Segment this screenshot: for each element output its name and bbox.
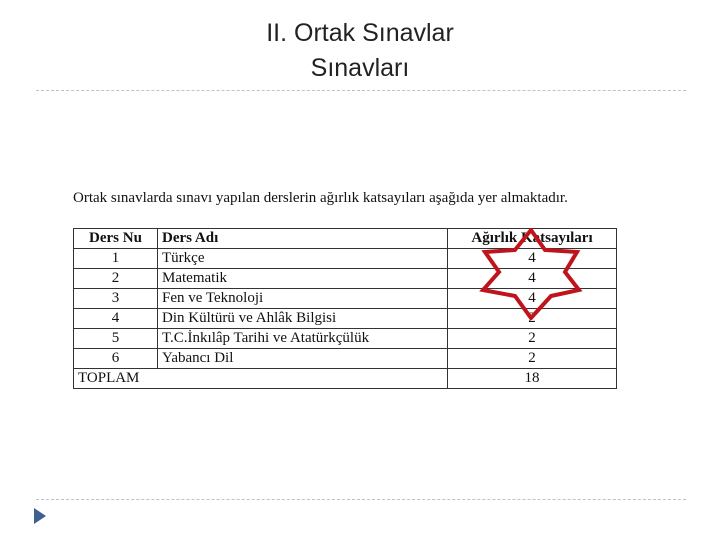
table-total-row — [74, 369, 617, 389]
cell-ders-adi: Yabancı Dil — [158, 349, 448, 369]
triangle-bullet-icon — [34, 508, 46, 524]
header-agirlik-katsayilari: Ağırlık Katsayıları — [448, 229, 617, 249]
cell-ders-nu: 6 — [74, 349, 158, 369]
header-ders-adi: Ders Adı — [158, 229, 448, 249]
cell-katsayi: 2 — [448, 329, 617, 349]
star-outline — [483, 230, 579, 318]
page-title-line-1: II. Ortak Sınavlar — [266, 19, 454, 47]
cell-ders-adi: Din Kültürü ve Ahlâk Bilgisi — [158, 309, 448, 329]
page-title — [0, 16, 720, 86]
cell-ders-nu: 1 — [74, 249, 158, 269]
cell-ders-nu: 2 — [74, 269, 158, 289]
bottom-divider — [36, 499, 686, 500]
star-icon — [478, 228, 584, 320]
cell-katsayi: 2 — [448, 349, 617, 369]
cell-ders-adi: Matematik — [158, 269, 448, 289]
cell-ders-nu: 3 — [74, 289, 158, 309]
cell-ders-adi: T.C.İnkılâp Tarihi ve Atatürkçülük — [158, 329, 448, 349]
cell-katsayi: 2 — [448, 309, 617, 329]
intro-text: Ortak sınavlarda sınavı yapılan derslerin ağırlık katsayıları aşağıda yer almaktadır. — [73, 190, 568, 206]
page-title-line-2: Sınavları — [310, 54, 410, 82]
cell-ders-nu: 4 — [74, 309, 158, 329]
cell-katsayi: 4 — [448, 289, 617, 309]
cell-ders-adi: Türkçe — [158, 249, 448, 269]
table-row — [74, 349, 617, 369]
header-ders-nu: Ders Nu — [74, 229, 158, 249]
total-value: 18 — [448, 369, 617, 389]
cell-ders-nu: 5 — [74, 329, 158, 349]
total-label: TOPLAM — [74, 369, 448, 389]
top-divider — [36, 90, 686, 91]
cell-katsayi: 4 — [448, 249, 617, 269]
table-row — [74, 329, 617, 349]
cell-katsayi: 4 — [448, 269, 617, 289]
triangle-bullet-shape — [34, 508, 46, 524]
cell-ders-adi: Fen ve Teknoloji — [158, 289, 448, 309]
